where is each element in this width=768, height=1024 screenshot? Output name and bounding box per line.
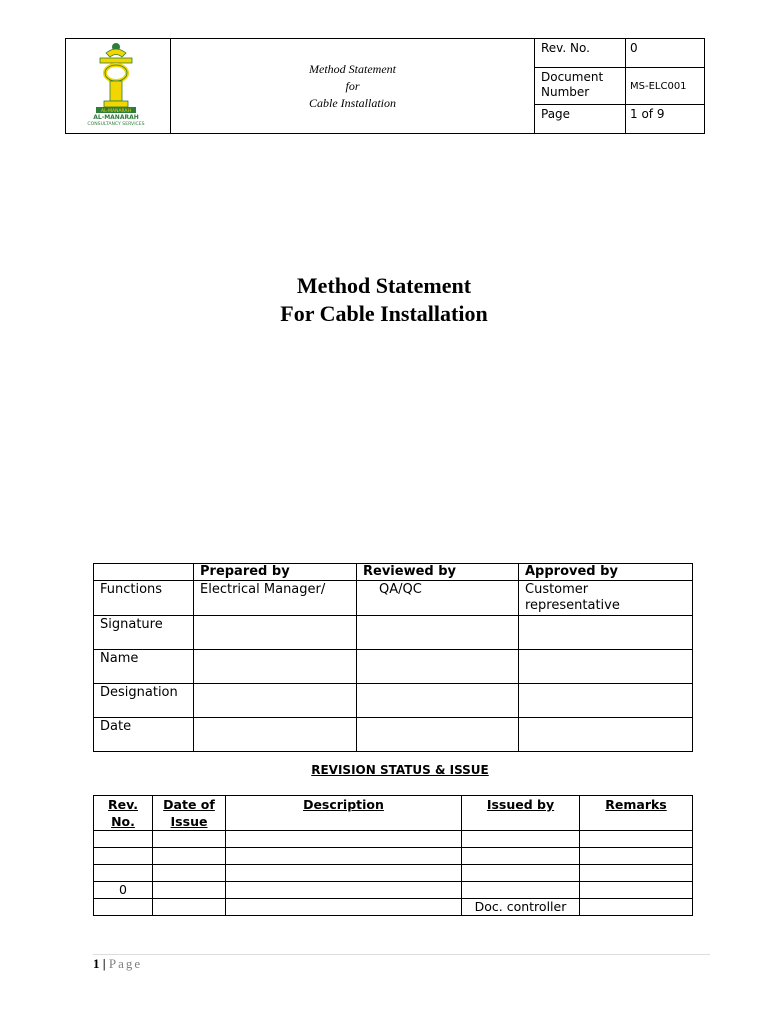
footer-divider xyxy=(93,954,710,955)
revision-cell xyxy=(153,899,226,916)
revision-cell xyxy=(153,882,226,899)
approval-row-label: Date xyxy=(94,718,194,752)
revision-cell xyxy=(153,865,226,882)
rev-no-label: Rev. No. xyxy=(535,39,626,68)
approval-row-label: Functions xyxy=(94,581,194,616)
revision-header-issued-by: Issued by xyxy=(462,796,580,831)
approval-cell xyxy=(357,718,519,752)
approval-header-cell xyxy=(94,564,194,581)
rev-no-value: 0 xyxy=(626,39,705,68)
revision-cell: 0 xyxy=(94,882,153,899)
revision-header-rev-no: Rev. No. xyxy=(94,796,153,831)
approval-cell xyxy=(519,684,693,718)
logo-name-line1: AL-MANARAH xyxy=(93,114,139,121)
revision-cell xyxy=(580,848,693,865)
revision-row xyxy=(94,882,693,899)
revision-cell xyxy=(226,899,462,916)
revision-cell xyxy=(580,899,693,916)
approval-header-reviewed: Reviewed by xyxy=(357,564,519,581)
revision-cell xyxy=(580,865,693,882)
approval-row-signature xyxy=(94,616,693,650)
header-title xyxy=(171,39,535,134)
approval-row-label: Signature xyxy=(94,616,194,650)
approval-header-row xyxy=(94,564,693,581)
revision-cell xyxy=(94,865,153,882)
revision-table xyxy=(93,795,693,916)
main-title-line1: Method Statement xyxy=(296,273,472,298)
approval-row-name xyxy=(94,650,693,684)
revision-cell xyxy=(226,882,462,899)
page-value: 1 of 9 xyxy=(626,105,705,134)
revision-header-description: Description xyxy=(226,796,462,831)
approval-cell: QA/QC xyxy=(357,581,519,616)
revision-cell xyxy=(153,831,226,848)
revision-cell xyxy=(153,848,226,865)
approval-row-functions xyxy=(94,581,693,616)
revision-cell xyxy=(226,831,462,848)
header-title-line2: for xyxy=(345,78,360,93)
approval-row-label: Name xyxy=(94,650,194,684)
doc-number-value: MS-ELC001 xyxy=(626,68,705,105)
approval-table xyxy=(93,563,693,752)
approval-cell xyxy=(357,650,519,684)
company-logo xyxy=(66,39,170,127)
main-title-line2: For Cable Installation xyxy=(280,301,488,326)
header-title-line1: Method Statement xyxy=(309,61,396,76)
revision-cell xyxy=(462,865,580,882)
revision-cell xyxy=(462,831,580,848)
revision-header-row xyxy=(94,796,693,831)
header-title-line3: Cable Installation xyxy=(309,95,396,110)
revision-status-title: REVISION STATUS & ISSUE xyxy=(311,763,489,777)
approval-cell xyxy=(357,616,519,650)
logo-cell xyxy=(66,39,171,134)
approval-cell: Electrical Manager/ xyxy=(194,581,357,616)
revision-cell xyxy=(94,848,153,865)
approval-row-label: Designation xyxy=(94,684,194,718)
revision-cell xyxy=(94,831,153,848)
revision-row xyxy=(94,831,693,848)
approval-cell xyxy=(519,616,693,650)
logo-name-line2: CONSULTANCY SERVICES xyxy=(87,122,145,127)
approval-row-designation xyxy=(94,684,693,718)
revision-cell xyxy=(462,882,580,899)
footer-page-word: Page xyxy=(108,956,143,971)
revision-cell xyxy=(226,865,462,882)
approval-cell xyxy=(194,616,357,650)
revision-header-remarks: Remarks xyxy=(580,796,693,831)
page-label: Page xyxy=(535,105,626,134)
revision-row xyxy=(94,865,693,882)
approval-cell xyxy=(194,718,357,752)
approval-cell xyxy=(519,718,693,752)
revision-cell xyxy=(580,882,693,899)
revision-row xyxy=(94,848,693,865)
page-footer xyxy=(93,956,142,972)
main-title xyxy=(0,272,768,328)
approval-cell: Customer representative xyxy=(519,581,693,616)
approval-row-date xyxy=(94,718,693,752)
revision-cell xyxy=(462,848,580,865)
doc-number-label: Document Number xyxy=(535,68,626,105)
revision-cell xyxy=(580,831,693,848)
revision-cell: Doc. controller xyxy=(462,899,580,916)
approval-cell xyxy=(357,684,519,718)
approval-cell xyxy=(194,650,357,684)
document-header xyxy=(65,38,705,134)
footer-separator: | xyxy=(102,956,106,971)
revision-cell xyxy=(94,899,153,916)
approval-cell xyxy=(194,684,357,718)
approval-cell xyxy=(519,650,693,684)
logo-badge-text: AL-MANARAH xyxy=(101,109,131,114)
footer-page-number: 1 xyxy=(93,956,100,971)
revision-cell xyxy=(226,848,462,865)
approval-header-prepared: Prepared by xyxy=(194,564,357,581)
revision-row xyxy=(94,899,693,916)
revision-header-date: Date of Issue xyxy=(153,796,226,831)
approval-header-approved: Approved by xyxy=(519,564,693,581)
